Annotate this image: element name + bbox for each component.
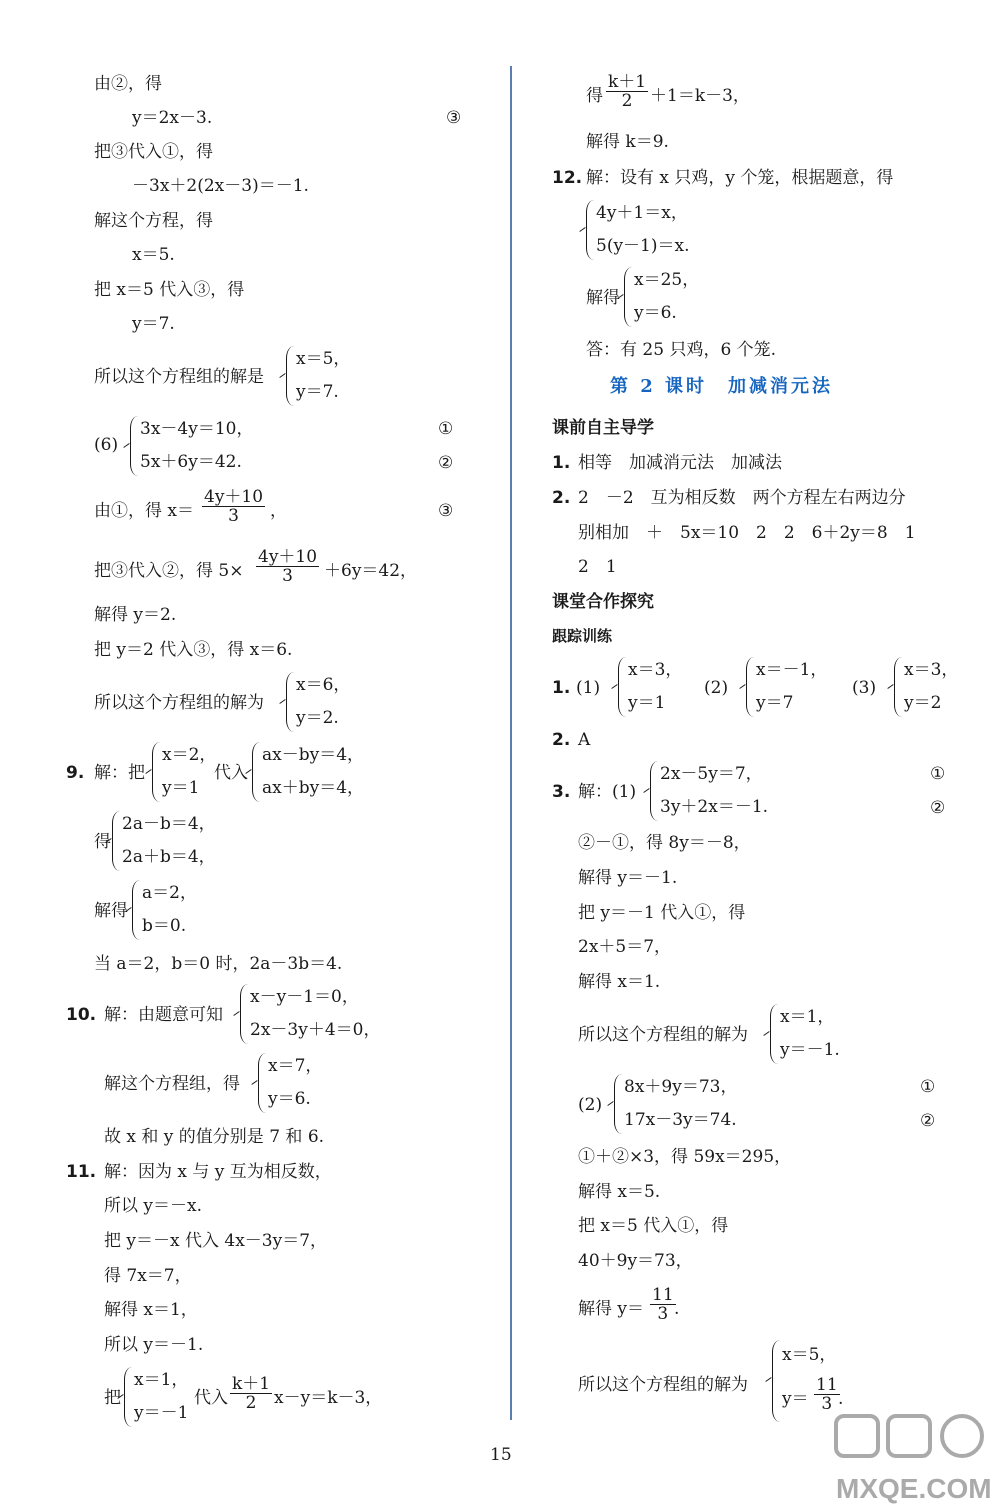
system-row: x－y－1＝0， bbox=[250, 987, 359, 1007]
text-line: ①＋②×3，得 59x＝295， bbox=[578, 1147, 792, 1167]
system-row: a＝2， bbox=[142, 883, 197, 903]
item-number: 2. bbox=[552, 730, 571, 750]
system-row: x＝5， bbox=[782, 1345, 837, 1365]
system-row: y＝2 bbox=[904, 693, 942, 713]
system-row: 2a－b＝4， bbox=[122, 814, 216, 834]
system-row: x＝3， bbox=[628, 660, 683, 680]
equation-marker: ① bbox=[930, 764, 946, 784]
fraction bbox=[606, 73, 648, 110]
text-line: ②－①，得 8y＝－8， bbox=[578, 833, 751, 853]
system-row: 2x－3y＋4＝0， bbox=[250, 1020, 381, 1040]
equation-system bbox=[130, 416, 330, 476]
system-row: y＝7 bbox=[756, 693, 794, 713]
equation-marker: ② bbox=[438, 453, 454, 473]
system-row: ax＋by＝4， bbox=[262, 778, 365, 798]
part-label: (6) bbox=[94, 435, 119, 455]
text-line: 解得 y＝ bbox=[578, 1299, 645, 1319]
denominator: 3 bbox=[228, 506, 239, 526]
equation-system bbox=[124, 1367, 194, 1427]
equation: y＝7. bbox=[132, 314, 175, 334]
equation-system bbox=[650, 761, 800, 821]
system-row: y＝1 bbox=[628, 693, 666, 713]
system-row: 8x＋9y＝73， bbox=[624, 1077, 738, 1097]
system-row: y＝ bbox=[782, 1389, 809, 1409]
text-line: 由②，得 bbox=[94, 74, 162, 94]
text-line: 答：有 25 只鸡，6 个笼. bbox=[586, 340, 777, 360]
subsection-title: 课堂合作探究 bbox=[552, 592, 654, 612]
numerator: k＋1 bbox=[608, 72, 647, 92]
text-line: 所以这个方程组的解是 bbox=[94, 367, 264, 387]
text-line: 代入 bbox=[194, 1388, 228, 1408]
text-line: 所以这个方程组的解为 bbox=[578, 1025, 748, 1045]
text-line: 解：(1) bbox=[578, 782, 637, 802]
equation: 2x＋5＝7， bbox=[578, 937, 672, 957]
text-line: 别相加 ＋ 5x＝10 2 2 6＋2y＝8 1 bbox=[578, 523, 916, 543]
text-line: 解得 k＝9. bbox=[586, 132, 669, 152]
equation-system bbox=[746, 657, 836, 717]
text-line: 得 bbox=[586, 86, 603, 106]
equation: 40＋9y＝73， bbox=[578, 1251, 693, 1271]
text-line: 把 x＝5 代入①，得 bbox=[578, 1216, 729, 1236]
text-line: 所以这个方程组的解为 bbox=[94, 693, 264, 713]
system-row: 5x＋6y＝42. bbox=[140, 452, 242, 472]
equation-marker: ① bbox=[438, 419, 454, 439]
numerator: 4y＋10 bbox=[204, 487, 264, 507]
text-line: 解得 x＝1. bbox=[578, 972, 661, 992]
equation-system bbox=[286, 346, 406, 406]
item-number: 2. bbox=[552, 488, 571, 508]
text-line: 解：由题意可知 bbox=[104, 1005, 223, 1025]
system-row: x＝－1， bbox=[756, 660, 828, 680]
equation-marker: ② bbox=[920, 1111, 936, 1131]
system-row: 17x－3y＝74. bbox=[624, 1110, 737, 1130]
denominator: 2 bbox=[245, 1393, 257, 1413]
text-line: 得 bbox=[94, 832, 111, 852]
text-line: 解得 bbox=[586, 288, 620, 308]
text-line: 得 7x＝7， bbox=[104, 1266, 192, 1286]
system-row: x＝1， bbox=[134, 1370, 189, 1390]
text-line: 把 y＝2 代入③，得 x＝6. bbox=[94, 640, 293, 660]
text-line: 所以这个方程组的解为 bbox=[578, 1375, 748, 1395]
equation-marker: ③ bbox=[438, 501, 454, 521]
equation-system bbox=[132, 880, 212, 940]
system-row: 2a＋b＝4， bbox=[122, 847, 216, 867]
system-row: y＝6. bbox=[268, 1089, 311, 1109]
system-row: 3x－4y＝10， bbox=[140, 419, 254, 439]
system-row: ax－by＝4， bbox=[262, 745, 365, 765]
equation: y＝2x－3. bbox=[132, 108, 213, 128]
system-row: y＝－1 bbox=[134, 1403, 189, 1423]
numerator: 11 bbox=[652, 1285, 674, 1305]
part-label: (2) bbox=[578, 1095, 603, 1115]
system-row: b＝0. bbox=[142, 916, 187, 936]
equation-system bbox=[624, 267, 714, 327]
system-row: y＝－1. bbox=[780, 1040, 840, 1060]
part-label: (2) bbox=[704, 678, 729, 698]
text-line: 解：因为 x 与 y 互为相反数， bbox=[104, 1162, 332, 1182]
text-line: 当 a＝2，b＝0 时，2a－3b＝4. bbox=[94, 954, 343, 974]
system-row: x＝3， bbox=[904, 660, 959, 680]
question-number: 11. bbox=[66, 1162, 97, 1182]
fraction bbox=[814, 1376, 840, 1413]
equation-system bbox=[252, 742, 382, 802]
answer-text: A bbox=[578, 730, 591, 750]
system-row: y＝6. bbox=[634, 303, 677, 323]
text-line: ＋6y＝42， bbox=[324, 561, 418, 581]
system-row: x＝6， bbox=[296, 675, 351, 695]
equation-marker: ③ bbox=[446, 108, 462, 128]
question-number: 12. bbox=[552, 168, 583, 188]
page-number: 15 bbox=[490, 1445, 512, 1465]
system-row: x＝7， bbox=[268, 1056, 323, 1076]
section-heading: 第 2 课时 加减消元法 bbox=[610, 376, 834, 397]
equation-system bbox=[258, 1053, 338, 1113]
numerator: k＋1 bbox=[232, 1374, 271, 1394]
fraction bbox=[650, 1286, 676, 1323]
column-divider bbox=[510, 66, 512, 1420]
system-row: . bbox=[838, 1389, 844, 1409]
numerator: 4y＋10 bbox=[258, 547, 318, 567]
subsection-title: 跟踪训练 bbox=[552, 627, 613, 645]
equation-marker: ① bbox=[920, 1077, 936, 1097]
text-line: 把 y＝－x 代入 4x－3y＝7， bbox=[104, 1231, 328, 1251]
equation-system bbox=[618, 657, 698, 717]
equation-marker: ② bbox=[930, 798, 946, 818]
text-line: ， bbox=[270, 501, 287, 521]
equation: x＝5. bbox=[132, 245, 175, 265]
text-line: 把③代入①，得 bbox=[94, 142, 213, 162]
text-line: 相等 加减消元法 加减法 bbox=[578, 453, 782, 473]
watermark-logo bbox=[830, 1410, 1000, 1507]
system-row: 4y＋1＝x， bbox=[596, 203, 688, 223]
text-line: 由①，得 x＝ bbox=[94, 501, 194, 521]
item-number: 1. bbox=[552, 453, 571, 473]
denominator: 2 bbox=[621, 91, 633, 111]
watermark-text: MXQE.COM bbox=[836, 1473, 992, 1504]
text-line: 2 －2 互为相反数 两个方程左右两边分 bbox=[578, 488, 906, 508]
system-row: y＝1 bbox=[162, 778, 200, 798]
equation-system bbox=[152, 742, 217, 802]
system-row: x＝5， bbox=[296, 349, 351, 369]
text-line: ＋1＝k－3， bbox=[650, 86, 750, 106]
system-row: x＝2， bbox=[162, 745, 217, 765]
subsection-title: 课前自主导学 bbox=[552, 418, 654, 438]
text-line: 把 x＝5 代入③，得 bbox=[94, 280, 245, 300]
text-line: 解：设有 x 只鸡，y 个笼，根据题意，得 bbox=[586, 168, 894, 188]
numerator: 11 bbox=[816, 1375, 838, 1395]
equation-system bbox=[770, 1004, 860, 1064]
equation-system bbox=[894, 657, 974, 717]
system-row: 3y＋2x＝－1. bbox=[660, 797, 769, 817]
text-line: 解这个方程组，得 bbox=[104, 1074, 240, 1094]
text-line: 把 bbox=[104, 1388, 121, 1408]
text-line: 解得 bbox=[94, 901, 128, 921]
equation-system bbox=[240, 984, 390, 1044]
text-line: 把 y＝－1 代入①，得 bbox=[578, 903, 746, 923]
text-line: 所以 y＝－1. bbox=[104, 1335, 204, 1355]
equation-system bbox=[112, 811, 232, 871]
text-line: 解得 y＝2. bbox=[94, 605, 177, 625]
item-number: 3. bbox=[552, 782, 571, 802]
text-line: 解得 x＝5. bbox=[578, 1182, 661, 1202]
question-number: 10. bbox=[66, 1005, 97, 1025]
text-line: 2 1 bbox=[578, 557, 617, 577]
text-line: 解：把 bbox=[94, 763, 145, 783]
text-line: 故 x 和 y 的值分别是 7 和 6. bbox=[104, 1127, 325, 1147]
text-line: . bbox=[674, 1299, 680, 1319]
item-number: 1. bbox=[552, 678, 571, 698]
text-line: 解得 y＝－1. bbox=[578, 868, 678, 888]
text-line: 解这个方程，得 bbox=[94, 211, 213, 231]
text-line: 所以 y＝－x. bbox=[104, 1196, 202, 1216]
part-label: (1) bbox=[576, 678, 601, 698]
system-row: x＝25， bbox=[634, 270, 700, 290]
fraction bbox=[256, 548, 319, 585]
system-row: y＝7. bbox=[296, 382, 339, 402]
equation-system bbox=[614, 1074, 764, 1134]
denominator: 3 bbox=[282, 566, 293, 586]
system-row: x＝1， bbox=[780, 1007, 835, 1027]
denominator: 3 bbox=[821, 1394, 833, 1414]
fraction bbox=[230, 1375, 272, 1412]
equation-system bbox=[586, 200, 726, 260]
part-label: (3) bbox=[852, 678, 877, 698]
equation-system bbox=[286, 672, 406, 732]
text-line: 代入 bbox=[214, 763, 248, 783]
text-line: 解得 x＝1， bbox=[104, 1300, 198, 1320]
text-line: x－y＝k－3， bbox=[274, 1388, 383, 1408]
question-number: 9. bbox=[66, 763, 85, 783]
fraction bbox=[202, 488, 265, 525]
denominator: 3 bbox=[657, 1304, 669, 1324]
system-row: 2x－5y＝7， bbox=[660, 764, 763, 784]
equation: －3x＋2(2x－3)＝－1. bbox=[132, 176, 309, 196]
system-row: 5(y－1)＝x. bbox=[596, 236, 690, 256]
text-line: 把③代入②，得 5× bbox=[94, 561, 244, 581]
system-row: y＝2. bbox=[296, 708, 339, 728]
